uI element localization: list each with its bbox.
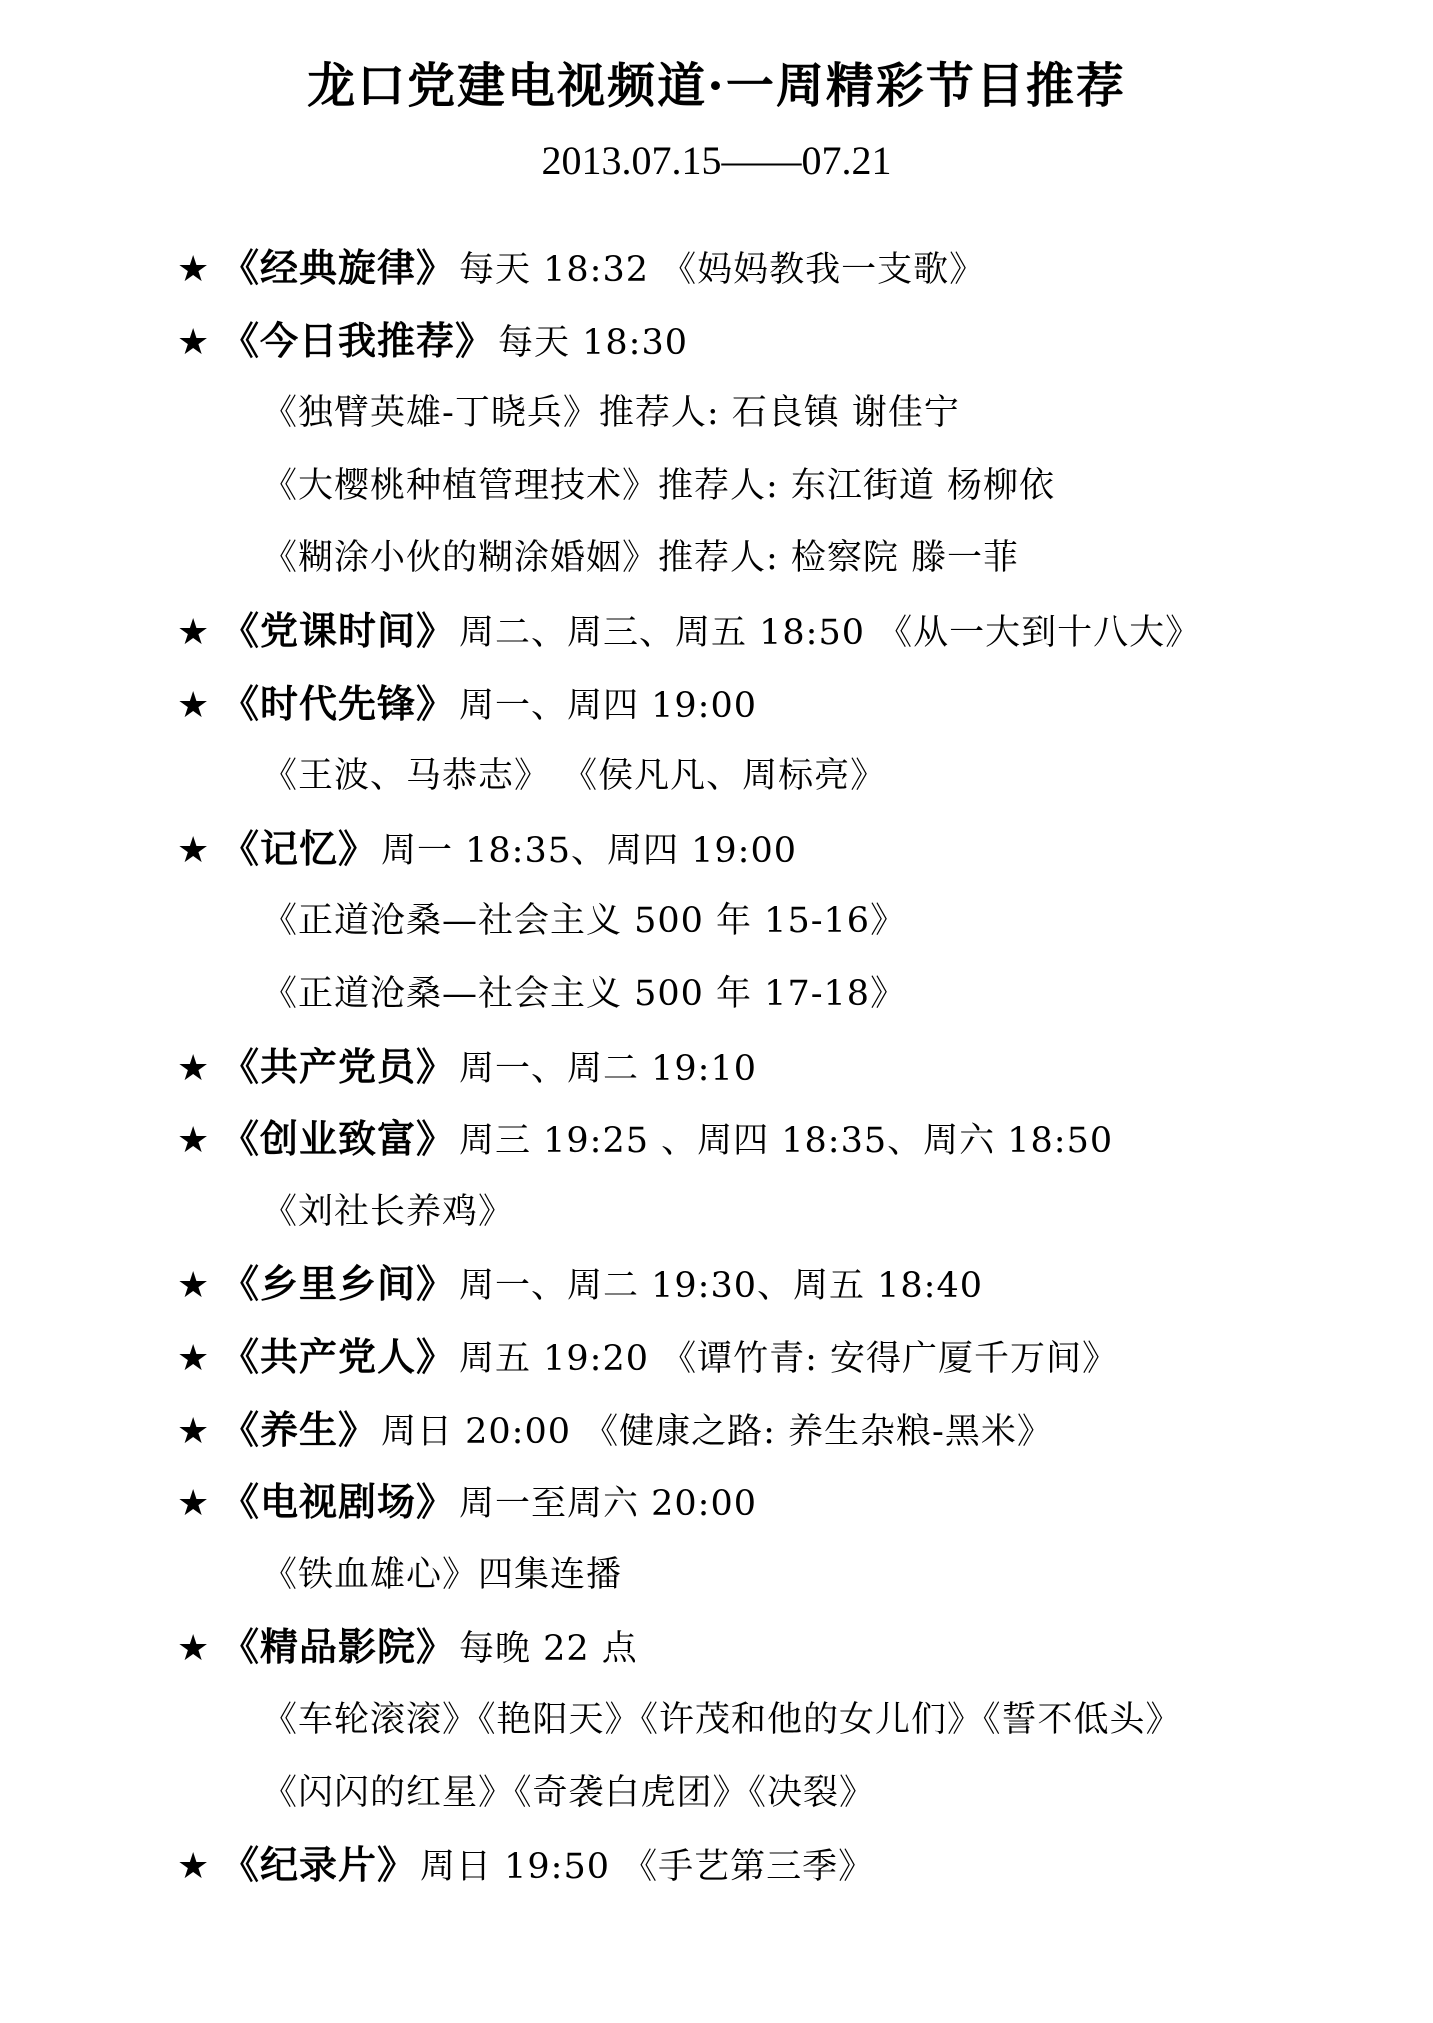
program-detail-line: [262, 385, 960, 441]
star-icon: ★: [177, 684, 210, 726]
star-icon: ★: [177, 612, 210, 653]
program-schedule: 周一、周二 19:30、周五 18:40: [459, 1266, 983, 1307]
star-icon: ★: [177, 829, 210, 871]
program-title: 《乡里乡间》: [221, 1261, 456, 1307]
program-title: 《精品影院》: [221, 1624, 456, 1670]
program-line: [177, 1474, 757, 1530]
program-line: [177, 1837, 874, 1893]
program-detail-line: [262, 530, 1019, 586]
program-detail-line: [262, 893, 906, 949]
program-title: 《党课时间》: [221, 608, 456, 653]
program-schedule: 每天 18:32 《妈妈教我一支歌》: [459, 250, 986, 290]
program-detail-line: [262, 1692, 1182, 1748]
star-icon: ★: [177, 1265, 210, 1307]
program-schedule: 周一至周六 20:00: [459, 1484, 758, 1525]
program-title: 《纪录片》: [221, 1842, 417, 1888]
star-icon: ★: [177, 1483, 210, 1525]
program-detail-line: [262, 458, 1055, 514]
program-detail: 《王波、马恭志》 《侯凡凡、周标亮》: [262, 756, 887, 797]
program-title: 《时代先锋》: [221, 680, 456, 726]
star-icon: ★: [177, 321, 210, 363]
program-line: [177, 1402, 1053, 1458]
program-line: [177, 1039, 757, 1095]
star-icon: ★: [177, 1338, 210, 1379]
program-schedule: 周二、周三、周五 18:50 《从一大到十八大》: [459, 613, 1202, 653]
program-schedule: 周日 19:50 《手艺第三季》: [420, 1847, 875, 1888]
program-schedule: 每晚 22 点: [459, 1629, 638, 1670]
program-detail-line: [262, 1765, 875, 1821]
program-detail-line: [262, 1547, 622, 1603]
program-schedule: 周一、周二 19:10: [459, 1048, 758, 1089]
program-line: [177, 1329, 1118, 1385]
program-schedule: 周五 19:20 《谭竹青: 安得广厦千万间》: [459, 1339, 1119, 1379]
program-title: 《经典旋律》: [221, 245, 456, 290]
star-icon: ★: [177, 249, 210, 290]
program-line: [177, 240, 985, 296]
program-title: 《养生》: [221, 1406, 378, 1452]
program-detail: 《闪闪的红星》《奇袭白虎团》《决裂》: [262, 1772, 876, 1813]
program-line: [177, 1619, 638, 1675]
program-detail: 《正道沧桑—社会主义 500 年 17-18》: [262, 974, 907, 1014]
program-detail: 《车轮滚滚》《艳阳天》《许茂和他的女儿们》《誓不低头》: [262, 1700, 1182, 1740]
star-icon: ★: [177, 1846, 210, 1888]
star-icon: ★: [177, 1410, 210, 1452]
program-line: [177, 313, 688, 369]
program-schedule: 周三 19:25 、周四 18:35、周六 18:50: [459, 1121, 1114, 1162]
program-title: 《共产党人》: [221, 1334, 456, 1379]
program-detail: 《铁血雄心》四集连播: [262, 1554, 623, 1595]
program-title: 《今日我推荐》: [221, 317, 495, 363]
program-detail-line: [262, 966, 906, 1022]
program-title: 《电视剧场》: [221, 1479, 456, 1525]
program-title: 《创业致富》: [221, 1116, 456, 1162]
program-schedule: 周一 18:35、周四 19:00: [381, 830, 797, 871]
program-title: 《共产党员》: [221, 1043, 456, 1089]
program-detail: 《刘社长养鸡》: [262, 1191, 515, 1232]
program-schedule: 周一、周四 19:00: [459, 685, 758, 726]
star-icon: ★: [177, 1120, 210, 1162]
program-line: [177, 603, 1201, 659]
program-line: [177, 821, 797, 877]
program-detail: 《正道沧桑—社会主义 500 年 15-16》: [262, 901, 907, 942]
program-schedule: 每天 18:30: [498, 322, 689, 363]
program-detail-line: [262, 748, 886, 804]
program-line: [177, 1111, 1113, 1167]
program-detail: 《独臂英雄-丁晓兵》推荐人: 石良镇 谢佳宁: [262, 393, 960, 434]
program-detail: 《大樱桃种植管理技术》推荐人: 东江街道 杨柳依: [262, 465, 1056, 506]
program-detail: 《糊涂小伙的糊涂婚姻》推荐人: 检察院 滕一菲: [262, 538, 1020, 579]
page-title: 龙口党建电视频道·一周精彩节目推荐: [307, 58, 1126, 114]
date-range: 2013.07.15——07.21: [541, 138, 892, 183]
program-line: [177, 676, 757, 732]
program-title: 《记忆》: [221, 825, 378, 871]
star-icon: ★: [177, 1047, 210, 1089]
program-detail-line: [262, 1184, 514, 1240]
star-icon: ★: [177, 1628, 210, 1670]
program-line: [177, 1256, 983, 1312]
program-schedule: 周日 20:00 《健康之路: 养生杂粮-黑米》: [381, 1411, 1053, 1452]
